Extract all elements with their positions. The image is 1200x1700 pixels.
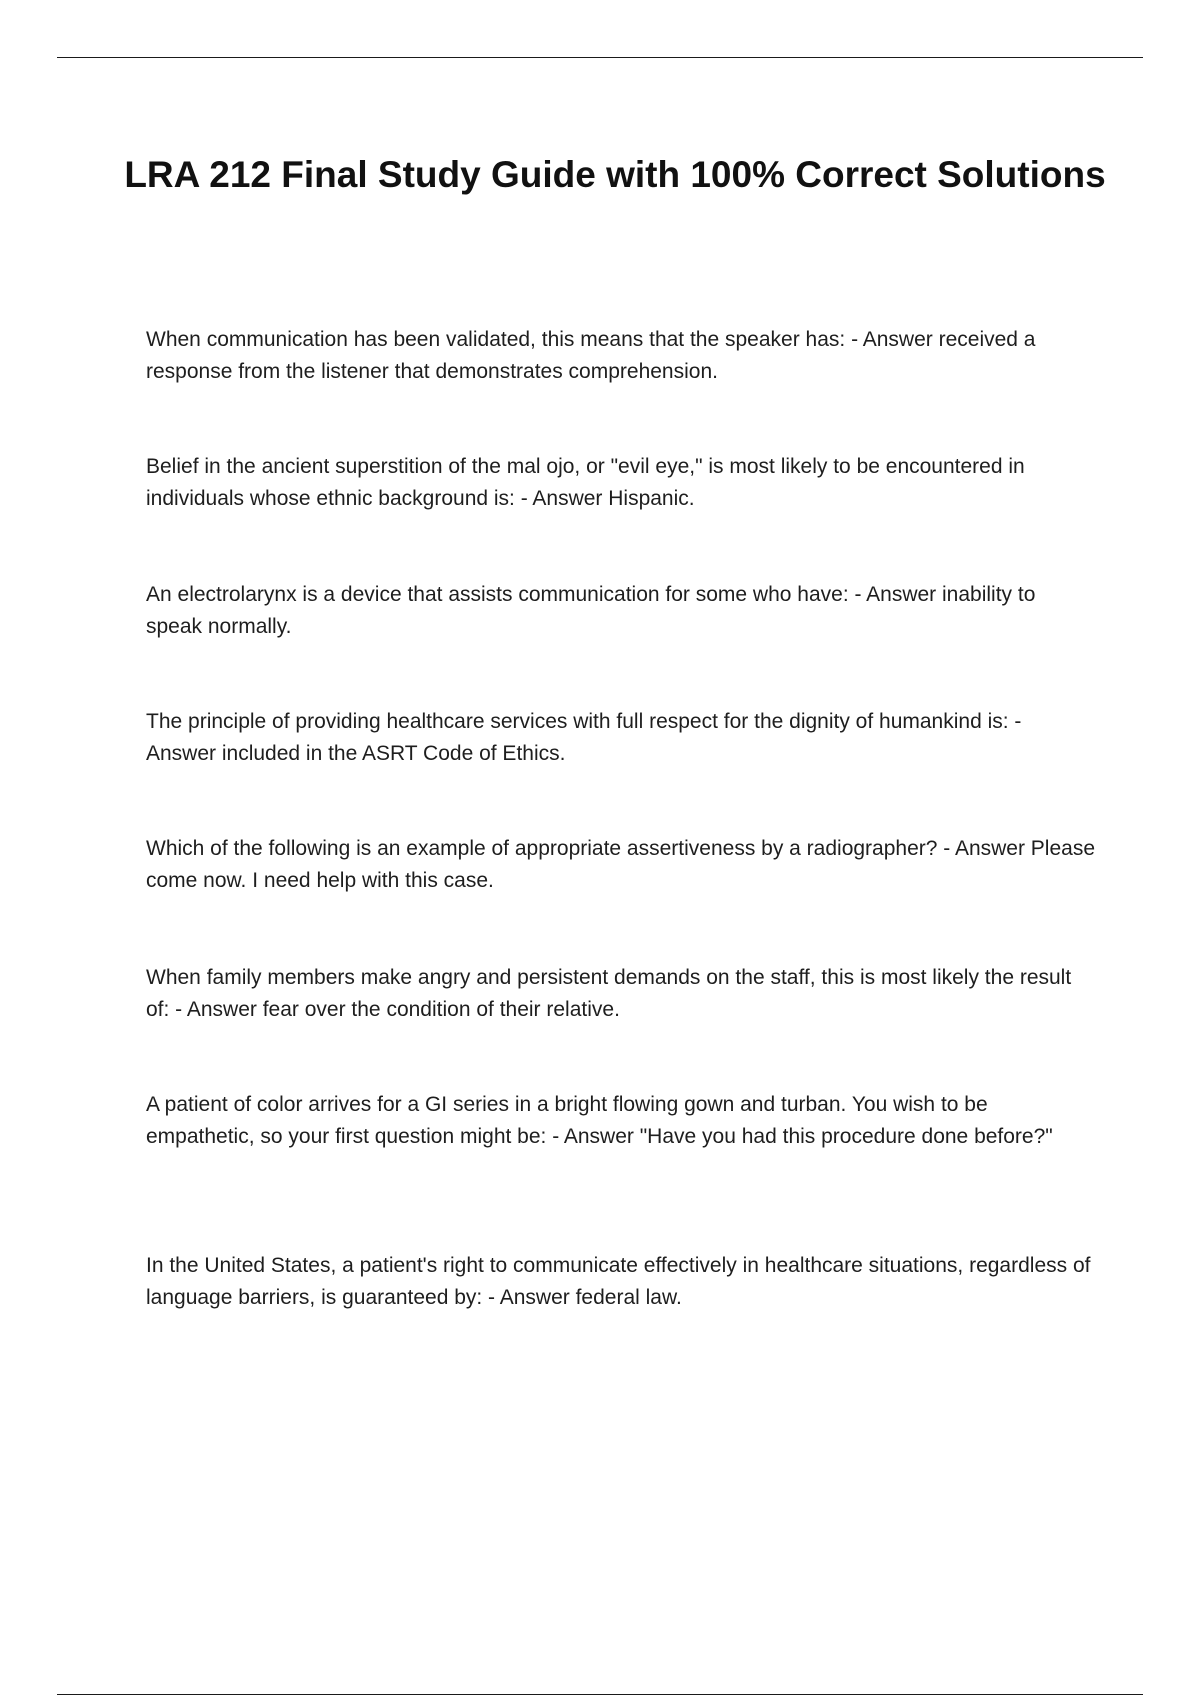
qa-item: In the United States, a patient's right to communicate effectively in healthcare situations, regardless of language barriers, is guaranteed by: - Answer federal law. — [146, 1254, 1091, 1309]
qa-item: The principle of providing healthcare services with full respect for the dignity of humankind is: - Answer included in the ASRT Code of Ethics. — [146, 710, 1022, 765]
bottom-rule — [57, 1694, 1143, 1695]
qa-item: When family members make angry and persistent demands on the staff, this is most likely the result of: - Answer fear over the condition of their relative. — [146, 966, 1072, 1021]
top-rule — [57, 57, 1143, 58]
qa-item: When communication has been validated, this means that the speaker has: - Answer received a response from the listener that demonstrates comprehension. — [146, 328, 1036, 383]
qa-item: An electrolarynx is a device that assists communication for some who have: - Answer inability to speak normally. — [146, 583, 1036, 638]
qa-item: A patient of color arrives for a GI series in a bright flowing gown and turban. You wish to be empathetic, so your first question might be: - Answer "Have you had this procedure done before?" — [146, 1093, 1053, 1148]
qa-item: Which of the following is an example of appropriate assertiveness by a radiographer? - Answer Please come now. I need help with this case. — [146, 837, 1096, 892]
qa-item: Belief in the ancient superstition of the mal ojo, or "evil eye," is most likely to be encountered in individuals whose ethnic background is: - Answer Hispanic. — [146, 455, 1025, 510]
page-title: LRA 212 Final Study Guide with 100% Correct Solutions — [124, 154, 1106, 195]
